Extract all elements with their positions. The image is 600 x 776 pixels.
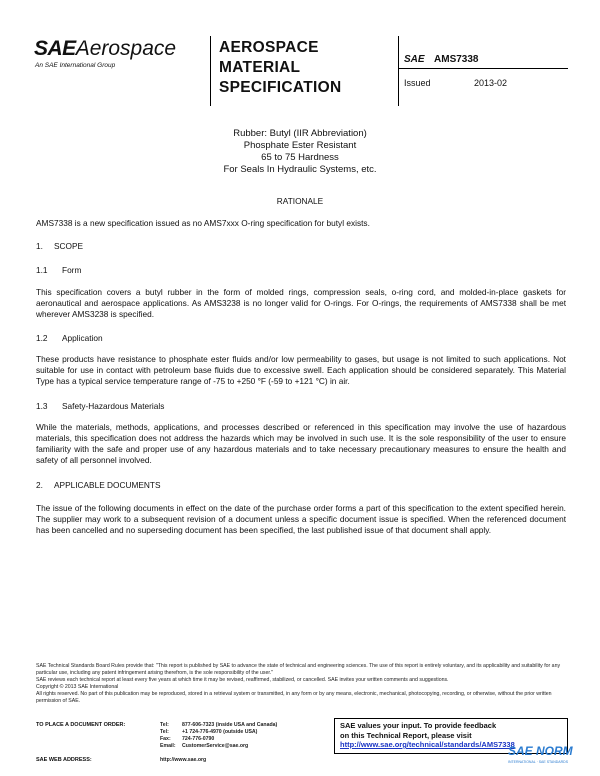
doc-number: AMS7338 — [434, 54, 479, 65]
section-1-1-text: This specification covers a butyl rubber in the form of molded rings, compression seals, o-ring cord, and molded-in-place gaskets for aeronautical and aerospace applications. As AMS3238 is no longer valid for O-rings. For O-rings, the requirements of AMS7338 shall be met wherever AMS3238 is specified. — [36, 287, 566, 319]
contact-label: Email: — [160, 743, 176, 749]
issued-label: Issued — [404, 78, 431, 88]
contact-row — [160, 729, 330, 736]
watermark-stamp — [508, 742, 598, 764]
subject-line-1: Rubber: Butyl (IIR Abbreviation) — [233, 128, 367, 139]
section-1-2-text: These products have resistance to phosphate ester fluids and/or low permeability to gases, but usage is not limited to such applications. Not suitable for use in contact with petroleum base fluids due to excessive swell. Each application should be considered separately. This Material Type has a typical service temperature range of -75 to +250 °F (-59 to +121 °C) in air. — [36, 354, 566, 386]
watermark-text: SAE NORM — [508, 744, 573, 758]
header-divider-right — [398, 36, 399, 106]
order-label: TO PLACE A DOCUMENT ORDER: — [36, 722, 126, 728]
section-1-title: SCOPE — [54, 241, 84, 251]
title-line-2: MATERIAL — [219, 59, 301, 76]
doc-number-block — [404, 49, 478, 67]
footer-copyright: Copyright © 2013 SAE International — [36, 684, 119, 690]
section-1-1-heading — [36, 265, 81, 275]
footer-review-text: SAE reviews each technical report at least every five years at which time it may be revised, reaffirmed, stabilized, or cancelled. SAE invites your written comments and suggestions. — [36, 677, 449, 683]
section-2-heading — [36, 480, 161, 490]
doc-sae-logo: SAE — [404, 54, 425, 65]
header-divider-left — [210, 36, 211, 106]
section-1-3-text: While the materials, methods, applications, and processes described or referenced in this specification may involve the use of hazardous materials, this specification does not address the hazards which may be involved in such use. It is the sole responsibility of the user to ensure familiarity with the safe and proper use of any hazardous materials and to take necessary precautionary measures to ensure the health and safety of all personnel involved. — [36, 422, 566, 465]
section-1-2-heading — [36, 333, 103, 343]
header-divider-horizontal — [398, 68, 568, 69]
logo-subtitle: An SAE International Group — [35, 62, 116, 69]
contact-row — [160, 743, 330, 750]
section-1-2-title: Application — [62, 333, 103, 343]
section-2-text: The issue of the following documents in effect on the date of the purchase order forms a part of this specification to the extent specified herein. The supplier may work to a subsequent revision of a document unless a specific document issue is specified. When the referenced document has been cancelled and no superseding document has been specified, the last published issue of that document shall apply. — [36, 503, 566, 535]
rationale-heading: RATIONALE — [276, 196, 324, 206]
section-1-3-heading — [36, 401, 164, 411]
contact-value[interactable]: CustomerService@sae.org — [182, 743, 249, 749]
contact-value: +1 724-776-4970 (outside USA) — [182, 729, 258, 735]
rationale-text: AMS7338 is a new specification issued as no AMS7xxx O-ring specification for butyl exists. — [36, 218, 370, 228]
subject-line-2: Phosphate Ester Resistant — [243, 140, 357, 151]
logo-aerospace-text: Aerospace — [75, 37, 177, 60]
section-1-heading — [36, 241, 83, 251]
feedback-line-2: on this Technical Report, please visit — [340, 730, 472, 740]
web-address-label: SAE WEB ADDRESS: — [36, 757, 92, 763]
contact-label: Tel: — [160, 729, 169, 735]
title-line-3: SPECIFICATION — [219, 79, 342, 96]
subject-line-4: For Seals In Hydraulic Systems, etc. — [223, 164, 377, 175]
contact-value: 724-776-0790 — [182, 736, 215, 742]
section-1-2-number: 1.2 — [36, 333, 48, 343]
section-1-number: 1. — [36, 241, 43, 251]
contact-row — [160, 736, 330, 743]
feedback-link[interactable]: http://www.sae.org/technical/standards/AMS7338 — [340, 740, 515, 749]
section-1-1-number: 1.1 — [36, 265, 48, 275]
sae-aerospace-logo — [34, 37, 176, 61]
footer-rules-text: SAE Technical Standards Board Rules provide that: "This report is published by SAE to advance the state of technical and engineering sciences. The use of this report is entirely voluntary, and its applicability and suitability for any particular use, including any patent infringement arising therefrom, is the sole responsibility of the user." — [36, 663, 561, 676]
logo-sae-text: SAE — [34, 37, 76, 60]
contact-label: Fax: — [160, 736, 171, 742]
issued-date: 2013-02 — [474, 78, 508, 88]
section-2-title: APPLICABLE DOCUMENTS — [54, 480, 161, 490]
watermark-subtext: INTERNATIONAL · SAE STANDARDS — [508, 760, 569, 764]
footer — [36, 663, 568, 705]
web-address-link[interactable]: http://www.sae.org — [160, 757, 207, 763]
section-1-1-title: Form — [62, 265, 82, 275]
section-2-number: 2. — [36, 480, 43, 490]
subject-block — [0, 128, 600, 176]
document-title — [219, 38, 341, 98]
section-1-3-number: 1.3 — [36, 401, 48, 411]
subject-line-3: 65 to 75 Hardness — [261, 152, 339, 163]
contact-value: 877-606-7323 (inside USA and Canada) — [182, 722, 278, 728]
footer-rights-text: All rights reserved. No part of this publication may be reproduced, stored in a retrieval system or transmitted, in any form or by any means, electronic, mechanical, photocopying, recording, or otherwise, without the prior written permission of SAE. — [36, 691, 552, 704]
contact-row — [160, 722, 330, 729]
contact-label: Tel: — [160, 722, 169, 728]
title-line-1: AEROSPACE — [219, 39, 319, 56]
feedback-line-1: SAE values your input. To provide feedback — [340, 721, 497, 730]
section-1-3-title: Safety-Hazardous Materials — [62, 401, 165, 411]
order-contacts — [160, 722, 330, 750]
